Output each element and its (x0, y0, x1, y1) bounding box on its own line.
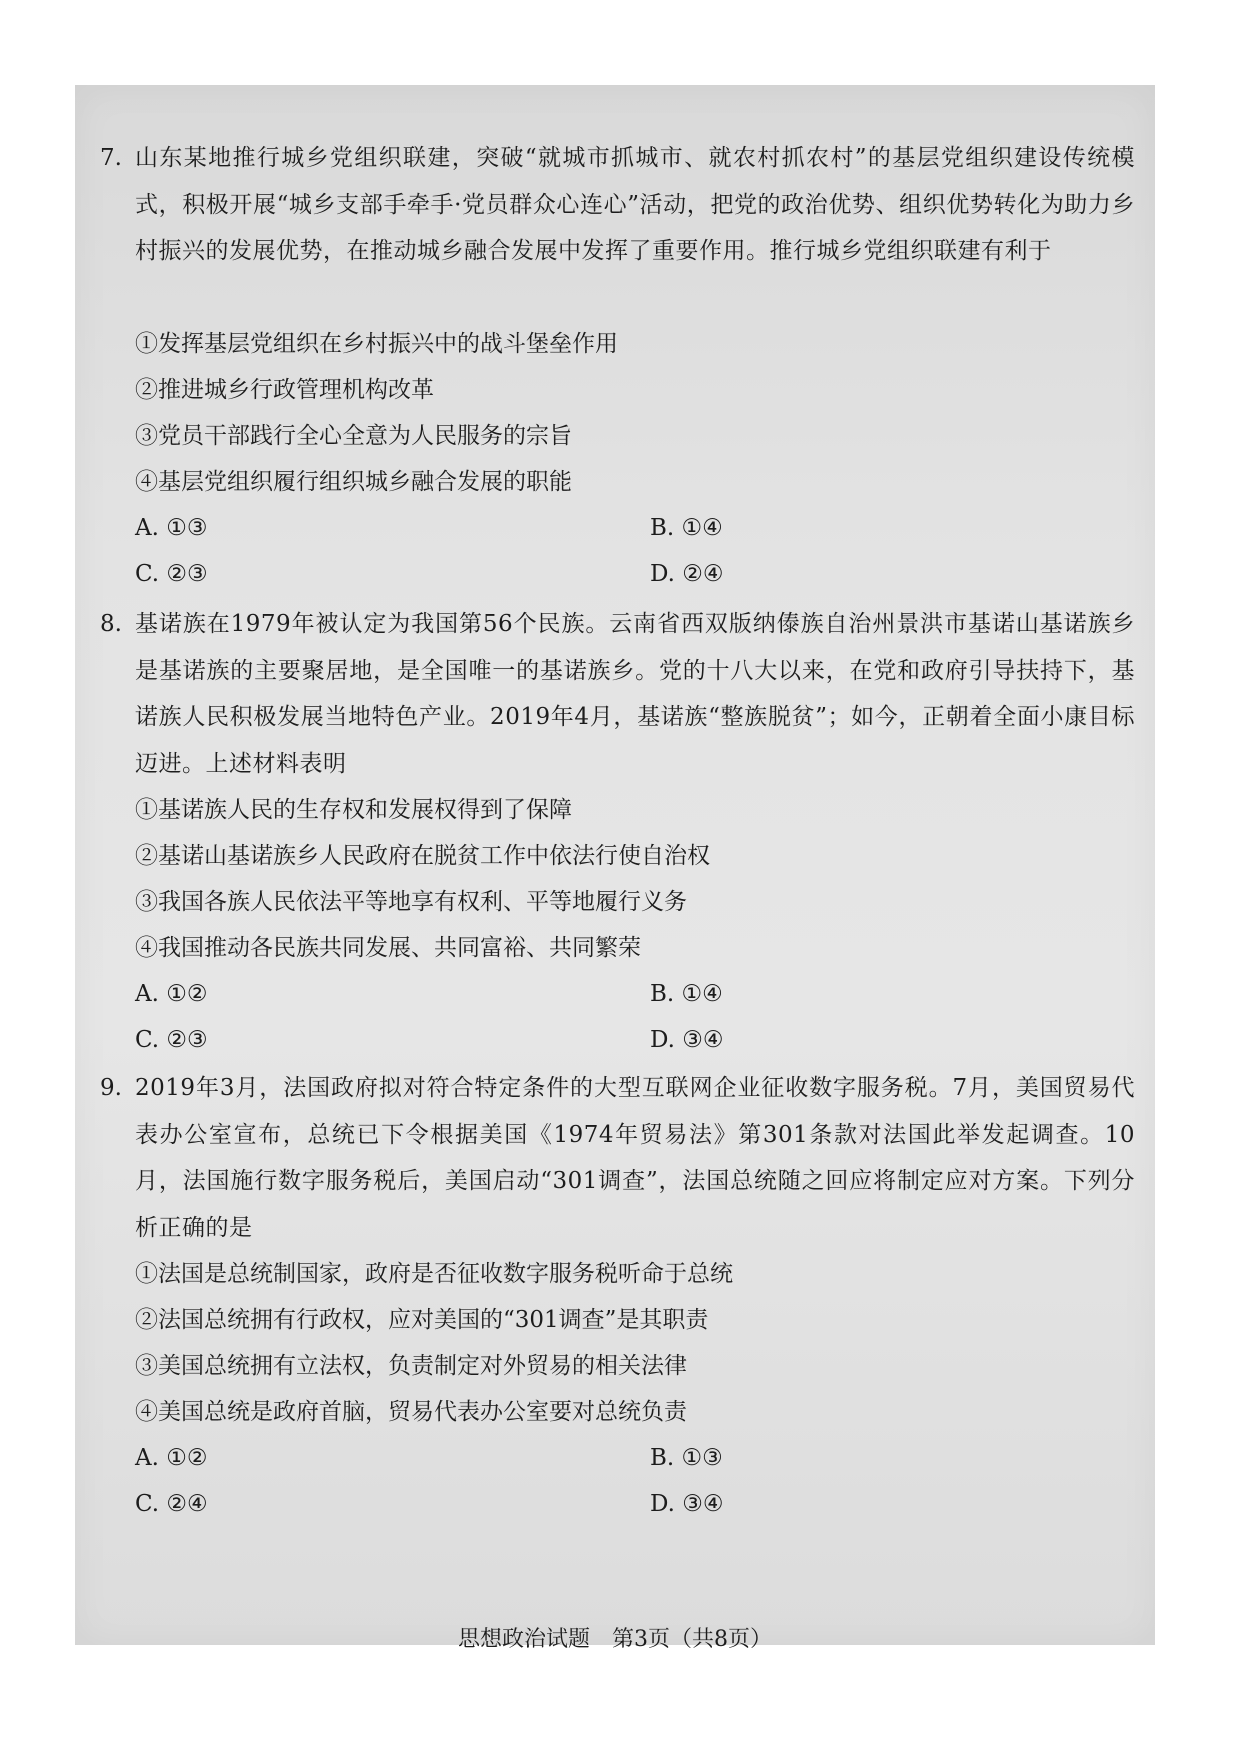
statement-2: ②基诺山基诺族乡人民政府在脱贫工作中依法行使自治权 (135, 843, 710, 869)
page-footer: 思想政治试题 第3页（共8页） (458, 1627, 772, 1652)
choice-b: B. ①④ (650, 981, 723, 1007)
statement-1: ①法国是总统制国家，政府是否征收数字服务税听命于总统 (135, 1261, 733, 1287)
question-stem: 2019年3月，法国政府拟对符合特定条件的大型互联网企业征收数字服务税。7月，美国贸易代表办公室宣布，总统已下令根据美国《1974年贸易法》第301条款对法国此举发起调查。10月，法国施行数字服务税后，美国启动“301调查”，法国总统随之回应将制定应对方案。下列分析正确的是 (135, 1075, 1135, 1241)
choice-d: D. ②④ (650, 561, 724, 587)
question-number: 9. (100, 1075, 122, 1101)
exam-page (75, 85, 1155, 1652)
choice-a: A. ①③ (135, 515, 208, 541)
choice-b: B. ①④ (650, 515, 723, 541)
statement-4: ④我国推动各民族共同发展、共同富裕、共同繁荣 (135, 935, 641, 961)
statement-1: ①基诺族人民的生存权和发展权得到了保障 (135, 797, 572, 823)
choice-c: C. ②③ (135, 561, 208, 587)
choice-a: A. ①② (135, 981, 208, 1007)
choice-c: C. ②④ (135, 1491, 208, 1517)
choice-a: A. ①② (135, 1445, 208, 1471)
question-stem: 山东某地推行城乡党组织联建，突破“就城市抓城市、就农村抓农村”的基层党组织建设传统模式，积极开展“城乡支部手牵手·党员群众心连心”活动，把党的政治优势、组织优势转化为助力乡村振兴的发展优势，在推动城乡融合发展中发挥了重要作用。推行城乡党组织联建有利于 (135, 145, 1135, 264)
statement-4: ④基层党组织履行组织城乡融合发展的职能 (135, 469, 572, 495)
choice-c: C. ②③ (135, 1027, 208, 1053)
choice-d: D. ③④ (650, 1027, 724, 1053)
statement-2: ②推进城乡行政管理机构改革 (135, 377, 434, 403)
question-stem: 基诺族在1979年被认定为我国第56个民族。云南省西双版纳傣族自治州景洪市基诺山基诺族乡是基诺族的主要聚居地，是全国唯一的基诺族乡。党的十八大以来，在党和政府引导扶持下，基诺族人民积极发展当地特色产业。2019年4月，基诺族“整族脱贫”；如今，正朝着全面小康目标迈进。上述材料表明 (135, 611, 1135, 777)
choice-b: B. ①③ (650, 1445, 723, 1471)
statement-1: ①发挥基层党组织在乡村振兴中的战斗堡垒作用 (135, 331, 618, 357)
statement-2: ②法国总统拥有行政权，应对美国的“301调查”是其职责 (135, 1307, 709, 1333)
statement-3: ③我国各族人民依法平等地享有权利、平等地履行义务 (135, 889, 687, 915)
statement-3: ③党员干部践行全心全意为人民服务的宗旨 (135, 423, 572, 449)
statement-3: ③美国总统拥有立法权，负责制定对外贸易的相关法律 (135, 1353, 687, 1379)
question-number: 8. (100, 611, 122, 637)
statement-4: ④美国总统是政府首脑，贸易代表办公室要对总统负责 (135, 1399, 687, 1425)
question-number: 7. (100, 145, 122, 171)
choice-d: D. ③④ (650, 1491, 724, 1517)
